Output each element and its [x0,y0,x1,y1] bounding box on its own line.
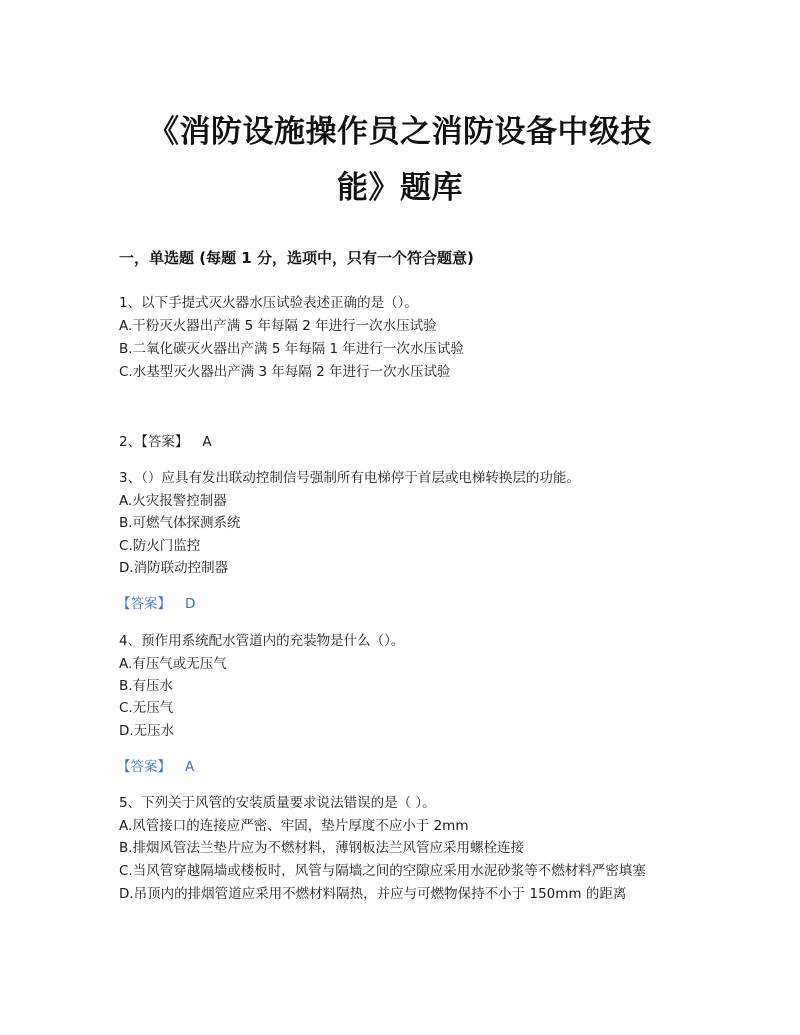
question-5-stem: 5、下列关于风管的安装质量要求说法错误的是（ ）。 [119,795,436,811]
question-3-option-d: D.消防联动控制器 [119,560,229,576]
section-heading: 一，单选题 (每题 1 分，选项中，只有一个符合题意) [119,249,474,267]
question-5-option-d: D.吊顶内的排烟管道应采用不燃材料隔热，并应与可燃物保持不小于 150mm 的距离 [119,886,627,902]
answer-4-value: A [185,759,195,775]
question-5-option-a: A.风管接口的连接应严密、牢固，垫片厚度不应小于 2mm [119,818,469,834]
question-3-option-a: A.火灾报警控制器 [119,493,227,509]
answer-3-label: 【答案】 [117,596,171,612]
question-3-option-c: C.防火门监控 [119,538,201,554]
question-5-option-c: C.当风管穿越隔墙或楼板时，风管与隔墙之间的空隙应采用水泥砂浆等不燃材料严密填塞 [119,863,646,879]
answer-4-label: 【答案】 [117,759,171,775]
question-4-option-a: A.有压气或无压气 [119,656,227,672]
question-3-option-b: B.可燃气体探测系统 [119,515,241,531]
question-1-option-b: B.二氧化碳灭火器出产满 5 年每隔 1 年进行一次水压试验 [119,341,464,357]
answer-2-label: 2、【答案】 [119,434,189,450]
question-4-option-b: B.有压水 [119,678,174,694]
question-3-stem: 3、（）应具有发出联动控制信号强制所有电梯停于首层或电梯转换层的功能。 [119,470,580,486]
question-4-option-d: D.无压水 [119,723,175,739]
answer-2-value: A [202,434,212,450]
document-title [100,104,700,216]
title-line-1: 《消防设施操作员之消防设备中级技 [148,114,652,150]
title-line-2: 能》题库 [337,170,463,206]
answer-4 [117,757,194,777]
answer-3 [117,594,195,614]
answer-3-value: D [185,596,196,612]
answer-2 [119,432,212,452]
question-5-option-b: B.排烟风管法兰垫片应为不燃材料，薄钢板法兰风管应采用螺栓连接 [119,840,525,856]
question-4-stem: 4、预作用系统配水管道内的充装物是什么（）。 [119,633,405,649]
question-4-option-c: C.无压气 [119,700,174,716]
question-1-option-a: A.干粉灭火器出产满 5 年每隔 2 年进行一次水压试验 [119,318,437,334]
question-1-stem: 1、以下手提式灭火器水压试验表述正确的是（）。 [119,295,418,311]
question-1-option-c: C.水基型灭火器出产满 3 年每隔 2 年进行一次水压试验 [119,364,451,380]
